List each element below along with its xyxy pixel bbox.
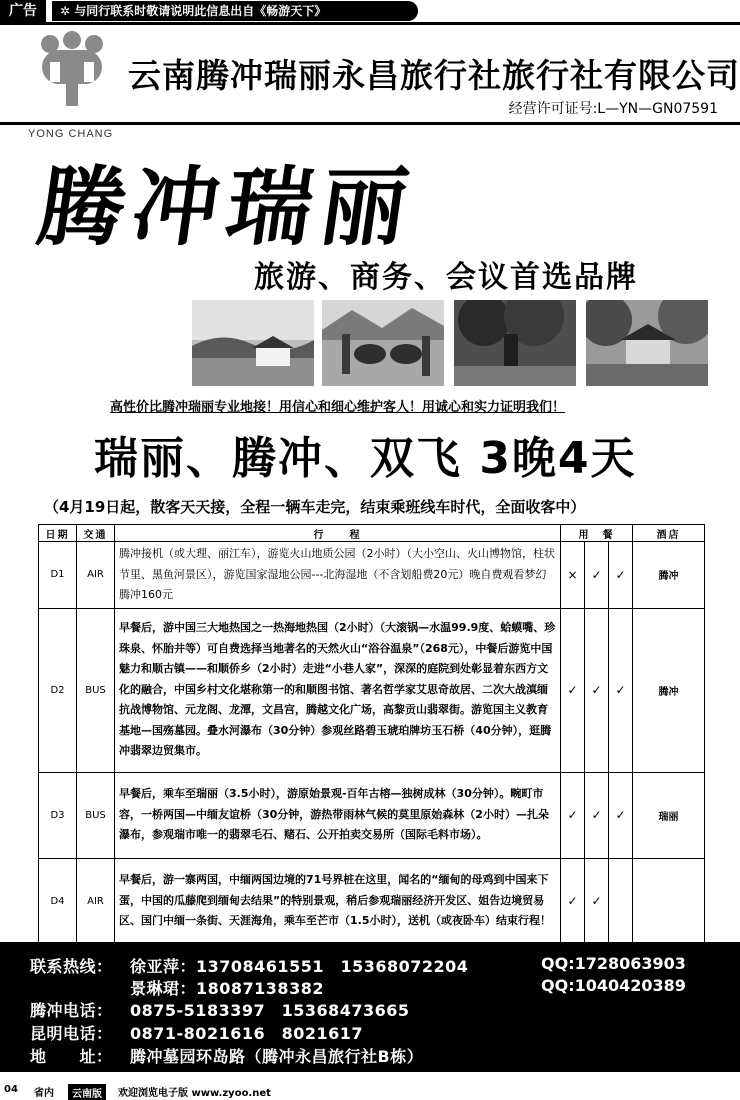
lunch-cell: ✓ — [585, 772, 609, 858]
brand-slogan: 旅游、商务、会议首选品牌 — [254, 260, 638, 295]
kunming-phone-line — [30, 1021, 363, 1044]
license-number: 经营许可证号:L—YN—GN07591 — [508, 101, 718, 117]
breakfast-cell: ✓ — [561, 772, 585, 858]
day-cell: D1 — [39, 542, 77, 609]
table-row — [39, 858, 705, 944]
route-title: 瑞丽、腾冲、双飞 3晚4天 — [94, 433, 637, 484]
hotel-cell: 瑞丽 — [633, 772, 705, 858]
logo-text: YONG CHANG — [28, 128, 114, 140]
header-day: 日期 — [39, 525, 77, 542]
hotel-cell: 腾冲 — [633, 542, 705, 609]
header-transport: 交通 — [77, 525, 115, 542]
itinerary-table — [38, 524, 705, 945]
page-footer — [0, 1078, 740, 1100]
route-subtitle: （4月19日起，散客天天接，全程一辆车走完，结束乘班线车时代，全面收客中） — [44, 498, 586, 516]
dinner-cell: ✓ — [609, 608, 633, 772]
company-logo — [20, 30, 120, 140]
contact-2: 景琳珺：18087138382 — [130, 979, 324, 998]
contact-footer — [0, 942, 740, 1072]
top-bar — [0, 0, 740, 22]
address-label: 地 址： — [30, 1047, 113, 1066]
section-label: 省内 — [34, 1088, 54, 1099]
brand-title: 腾冲瑞丽 — [31, 157, 423, 258]
table-row — [39, 542, 705, 609]
notice-star-icon: ✲ — [60, 4, 75, 18]
dinner-cell: ✓ — [609, 542, 633, 609]
dinner-cell: ✓ — [609, 772, 633, 858]
source-notice — [52, 1, 418, 21]
contact-1: 徐亚萍：13708461551 15368072204 — [130, 957, 469, 976]
hotel-cell: 腾冲 — [633, 608, 705, 772]
day-cell: D2 — [39, 608, 77, 772]
address: 腾冲墓园环岛路（腾冲永昌旅行社B栋） — [130, 1047, 424, 1066]
photo-ox-cart — [322, 300, 444, 386]
kunming-label: 昆明电话： — [30, 1024, 113, 1043]
photo-strip — [192, 300, 708, 386]
breakfast-cell: × — [561, 542, 585, 609]
qq-2: QQ:1040420389 — [541, 976, 686, 995]
tengchong-phone: 0875-5183397 15368473665 — [130, 1001, 410, 1020]
breakfast-cell: ✓ — [561, 608, 585, 772]
photo-village-house — [586, 300, 708, 386]
tengchong-label: 腾冲电话： — [30, 1001, 113, 1020]
itinerary-cell: 腾冲接机（或大理、丽江车），游览火山地质公园（2小时）（大小空山、火山博物馆，柱状节里、黑鱼河景区），游览国家湿地公园---北海湿地（不含划船费20元）晚自费观看梦幻腾冲160元 — [115, 542, 561, 609]
breakfast-cell: ✓ — [561, 858, 585, 944]
header-hotel: 酒店 — [633, 525, 705, 542]
contact-2-line — [30, 976, 324, 999]
transport-cell: BUS — [77, 608, 115, 772]
hotel-cell — [633, 858, 705, 944]
notice-text: 与同行联系时敬请说明此信息出自《畅游天下》 — [74, 4, 327, 18]
table-row — [39, 608, 705, 772]
header-itinerary: 行 程 — [115, 525, 561, 542]
qq-1: QQ:1728063903 — [541, 954, 686, 973]
address-line — [30, 1044, 423, 1067]
day-cell: D3 — [39, 772, 77, 858]
lunch-cell: ✓ — [585, 608, 609, 772]
hotline-label: 联系热线： — [30, 957, 113, 976]
transport-cell: BUS — [77, 772, 115, 858]
transport-cell: AIR — [77, 858, 115, 944]
hotline-line — [30, 954, 468, 977]
brand-tagline: 高性价比腾冲瑞丽专业地接！用信心和细心维护客人！用诚心和实力证明我们！ — [110, 400, 566, 415]
ad-tag: 广告 — [0, 0, 46, 22]
header-divider — [0, 122, 740, 125]
day-cell: D4 — [39, 858, 77, 944]
photo-banyan-tree — [454, 300, 576, 386]
crown-logo-icon — [20, 30, 120, 118]
edition-label: 云南版 — [68, 1084, 106, 1100]
table-row — [39, 772, 705, 858]
page-number: 04 — [4, 1084, 18, 1095]
itinerary-cell: 早餐后，乘车至瑞丽（3.5小时），游原始景观-百年古榕—独树成林（30分钟）。畹町市容，一桥两国—中缅友谊桥（30分钟，游热带雨林气候的莫里原始森林（2小时）—扎朵瀑布，参观瑞市唯一的翡翠毛石、赌石、公开拍卖交易所（国际毛料市场）。 — [115, 772, 561, 858]
dinner-cell — [609, 858, 633, 944]
transport-cell: AIR — [77, 542, 115, 609]
photo-lake-pavilion — [192, 300, 314, 386]
itinerary-cell: 早餐后，游中国三大地热国之一热海地热国（2小时）（大滚锅—水温99.9度、蛤蟆嘴、珍珠泉、怀胎井等）可自费选择当地著名的天然火山“浴谷温泉”（268元），中餐后游览中国魅力和顺古镇——和顺侨乡（2小时）走进“小巷人家”，深深的庭院到处彰显着东西方文化的融合，中国乡村文化堪称第一的和顺图书馆、著名哲学家艾思奇故居、二次大战滇缅抗战博物馆、元龙阁、龙潭，文昌宫，腾越文化广场，高黎贡山翡翠街。游览国主义教育基地—国殇墓园。叠水河瀑布（30分钟）参观丝路碧玉琥珀牌坊玉石桥（40分钟），逛腾冲翡翠边贸集市。 — [115, 608, 561, 772]
company-name: 云南腾冲瑞丽永昌旅行社旅行社有限公司 — [128, 56, 740, 95]
header-meals: 用 餐 — [561, 525, 633, 542]
top-divider — [0, 22, 740, 25]
tengchong-phone-line — [30, 998, 410, 1021]
kunming-phone: 0871-8021616 8021617 — [130, 1024, 364, 1043]
lunch-cell: ✓ — [585, 858, 609, 944]
table-header-row — [39, 525, 705, 542]
itinerary-cell: 早餐后，游一寨两国，中缅两国边境的71号界桩在这里，闻名的“缅甸的母鸡到中国来下蛋，中国的瓜藤爬到缅甸去结果”的特别景观，稍后参观瑞丽经济开发区、姐告边境贸易区、国门中缅一条街、天涯海角，乘车至芒市（1.5小时），送机（或夜卧车）结束行程！ — [115, 858, 561, 944]
lunch-cell: ✓ — [585, 542, 609, 609]
site-link[interactable]: 欢迎浏览电子版 www.zyoo.net — [118, 1088, 271, 1099]
